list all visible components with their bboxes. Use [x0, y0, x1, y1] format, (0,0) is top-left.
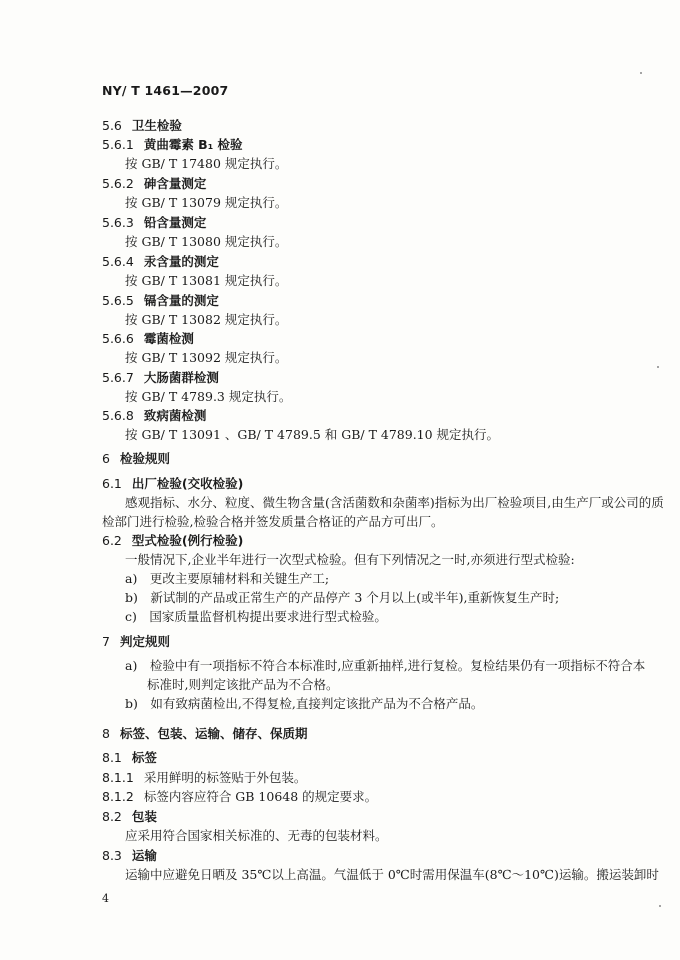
- text: 按 GB/ T 13079 规定执行。: [125, 195, 288, 210]
- text: 按 GB/ T 13080 规定执行。: [125, 234, 288, 249]
- page-number: 4: [102, 892, 109, 905]
- section-title: 运输: [131, 848, 157, 863]
- section-number: 8: [102, 726, 110, 741]
- section-number: 5.6.6: [102, 331, 134, 346]
- section-number: 6.2: [102, 533, 122, 548]
- text: 按 GB/ T 4789.3 规定执行。: [125, 389, 292, 404]
- section-heading: [102, 533, 243, 549]
- text: 按 GB/ T 13082 规定执行。: [125, 312, 288, 327]
- body-text-line: [102, 514, 443, 530]
- section-heading: [102, 137, 243, 153]
- text: 按 GB/ T 13092 规定执行。: [125, 350, 288, 365]
- section-number: 8.1.2: [102, 789, 134, 804]
- section-title: 大肠菌群检测: [143, 370, 219, 385]
- body-text-line: [147, 677, 338, 693]
- text: 一般情况下,企业半年进行一次型式检验。但有下列情况之一时,亦须进行型式检验:: [125, 552, 575, 567]
- body-text-line: [125, 658, 645, 674]
- body-text-line: [125, 609, 387, 625]
- body-text-line: [125, 273, 287, 289]
- text: 检部门进行检验,检验合格并签发质量合格证的产品方可出厂。: [102, 514, 444, 529]
- section-title: 标签: [131, 750, 157, 765]
- section-number: 5.6.2: [102, 176, 134, 191]
- body-text-line: [125, 195, 287, 211]
- section-title: 汞含量的测定: [143, 254, 219, 269]
- text: b) 新试制的产品或正常生产的产品停产 3 个月以上(或半年),重新恢复生产时;: [125, 590, 560, 605]
- body-text-line: [125, 156, 287, 172]
- section-number: 5.6.1: [102, 137, 134, 152]
- text: b) 如有致病菌检出,不得复检,直接判定该批产品为不合格产品。: [125, 696, 484, 711]
- text: 感观指标、水分、粒度、微生物含量(含活菌数和杂菌率)指标为出厂检验项目,由生产厂或公司的质: [125, 495, 664, 510]
- section-title: 标签、包装、运输、储存、保质期: [119, 726, 308, 741]
- section-title: 判定规则: [119, 634, 170, 649]
- body-text-line: [125, 495, 664, 511]
- section-heading: [102, 215, 206, 231]
- text: a) 检验中有一项指标不符合本标准时,应重新抽样,进行复检。复检结果仍有一项指标不符合本: [125, 658, 646, 673]
- body-text-line: [125, 350, 287, 366]
- section-number: 5.6.4: [102, 254, 134, 269]
- section-heading: [102, 809, 157, 825]
- section-heading: [102, 176, 206, 192]
- section-number: 8.2: [102, 809, 122, 824]
- section-title: 铅含量测定: [143, 215, 207, 230]
- section-title: 检验规则: [119, 451, 170, 466]
- section-title: 型式检验(例行检验): [131, 533, 244, 548]
- body-text-line: [125, 696, 483, 712]
- section-number: 8.1: [102, 750, 122, 765]
- body-text-line: [125, 552, 575, 568]
- section-number: 5.6.3: [102, 215, 134, 230]
- body-text-line: [125, 571, 329, 587]
- text: 按 GB/ T 17480 规定执行。: [125, 156, 288, 171]
- section-number: 6.1: [102, 476, 122, 491]
- document-code: NY/ T 1461—2007: [102, 83, 229, 98]
- section-title: 致病菌检测: [143, 408, 207, 423]
- text: a) 更改主要原辅材料和关键生产工;: [125, 571, 330, 586]
- section-heading: [102, 293, 219, 309]
- text: 按 GB/ T 13081 规定执行。: [125, 273, 288, 288]
- body-text-line: [102, 770, 306, 786]
- scan-speck: [657, 366, 659, 368]
- section-heading: [102, 476, 243, 492]
- text: 应采用符合国家相关标准的、无毒的包装材料。: [125, 828, 388, 843]
- section-title: 包装: [131, 809, 157, 824]
- section-number: 7: [102, 634, 110, 649]
- scan-speck: [640, 72, 642, 74]
- body-text-line: [125, 590, 559, 606]
- section-heading: [102, 331, 194, 347]
- text: 标准时,则判定该批产品为不合格。: [147, 677, 339, 692]
- body-text-line: [102, 789, 377, 805]
- section-heading: [102, 370, 219, 386]
- text: 采用鲜明的标签贴于外包装。: [143, 770, 307, 785]
- body-text-line: [125, 389, 291, 405]
- section-heading: [102, 726, 307, 742]
- section-number: 5.6.7: [102, 370, 134, 385]
- text: 标签内容应符合 GB 10648 的规定要求。: [143, 789, 378, 804]
- section-heading: [102, 750, 157, 766]
- section-number: 8.3: [102, 848, 122, 863]
- scan-speck: [659, 905, 661, 907]
- section-title: 出厂检验(交收检验): [131, 476, 244, 491]
- section-heading: [102, 118, 182, 134]
- section-title: 砷含量测定: [143, 176, 207, 191]
- section-heading: [102, 408, 206, 424]
- body-text-line: [125, 427, 499, 443]
- section-title: 霉菌检测: [143, 331, 194, 346]
- body-text-line: [125, 828, 388, 844]
- body-text-line: [125, 234, 287, 250]
- section-number: 8.1.1: [102, 770, 134, 785]
- section-number: 6: [102, 451, 110, 466]
- section-heading: [102, 451, 170, 467]
- section-title: 黄曲霉素 B₁ 检验: [143, 137, 243, 152]
- section-number: 5.6: [102, 118, 122, 133]
- section-number: 5.6.8: [102, 408, 134, 423]
- body-text-line: [125, 312, 287, 328]
- section-heading: [102, 254, 219, 270]
- text: 按 GB/ T 13091 、GB/ T 4789.5 和 GB/ T 4789.10 规定执行。: [125, 427, 500, 442]
- body-text-line: [125, 867, 659, 883]
- text: 运输中应避免日晒及 35℃以上高温。气温低于 0℃时需用保温车(8℃～10℃)运输。搬运装卸时: [125, 867, 659, 882]
- section-number: 5.6.5: [102, 293, 134, 308]
- section-title: 卫生检验: [131, 118, 182, 133]
- text: c) 国家质量监督机构提出要求进行型式检验。: [125, 609, 387, 624]
- section-heading: [102, 848, 157, 864]
- section-heading: [102, 634, 170, 650]
- section-title: 镉含量的测定: [143, 293, 219, 308]
